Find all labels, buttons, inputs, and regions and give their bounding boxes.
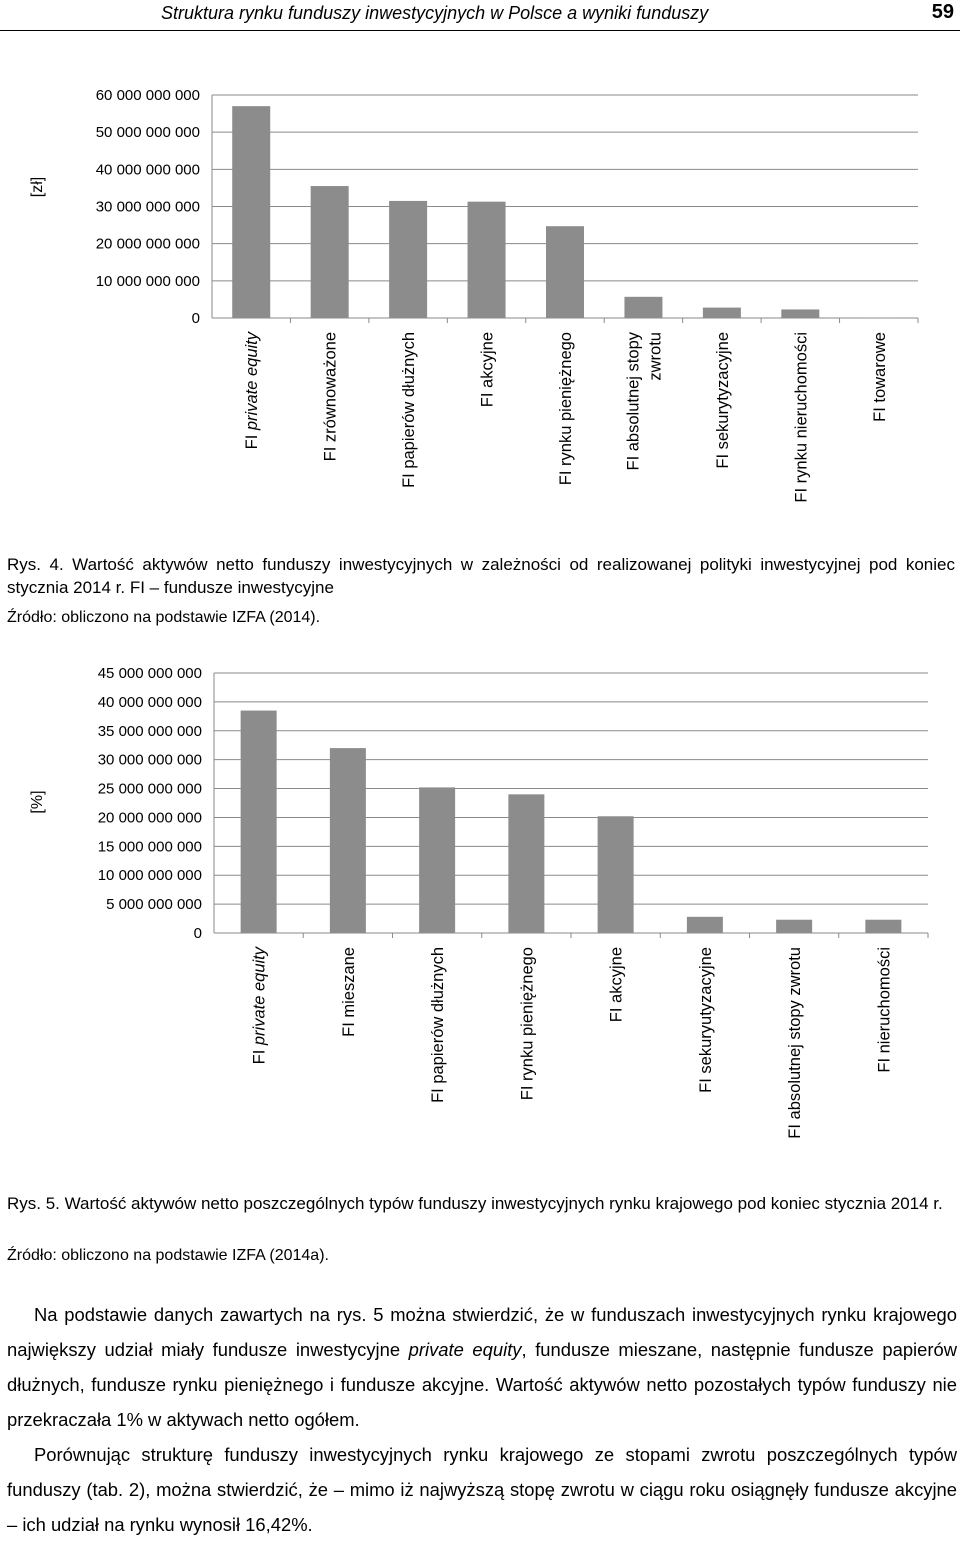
x-category-label: FI towarowe xyxy=(870,332,889,422)
bar xyxy=(687,917,723,933)
bar xyxy=(389,201,427,318)
bar xyxy=(241,711,277,933)
x-category-label: FI absolutnej stopy zwrotu xyxy=(786,947,805,1139)
x-category-label: FI papierów dłużnych xyxy=(429,947,448,1103)
y-axis-label: [zł] xyxy=(29,176,46,198)
y-tick-label: 20 000 000 000 xyxy=(97,809,202,827)
bar xyxy=(598,816,634,933)
bar xyxy=(311,186,349,318)
running-title: Struktura rynku funduszy inwestycyjnych w Polsce a wyniki funduszy xyxy=(161,3,709,23)
x-category-label: FI akcyjne xyxy=(478,332,497,408)
figure-5-source: Źródło: obliczono na podstawie IZFA (2014a). xyxy=(7,1247,329,1264)
figure-4-bar-chart xyxy=(0,80,960,530)
y-tick-label: 30 000 000 000 xyxy=(97,751,202,769)
paragraph-2-text: Porównując strukturę funduszy inwestycyjnych rynku krajowego ze stopami zwrotu poszczególnych typów funduszy (tab. 2), można stwierdzić, że – mimo iż najwyższą stopę zwrotu w ciągu roku osiągnęły fundusze akcyjne – ich udział na rynku wynosił 16,42%. xyxy=(7,1444,957,1535)
x-category-label: FI private equity xyxy=(250,947,269,1065)
bar xyxy=(419,787,455,933)
y-tick-label: 60 000 000 000 xyxy=(95,87,200,104)
paragraph-1-emphasis: private equity xyxy=(408,1339,522,1360)
y-tick-label: 25 000 000 000 xyxy=(97,780,202,798)
body-paragraph-1 xyxy=(7,1297,957,1437)
x-category-label: FI rynku pieniężnego xyxy=(557,332,575,486)
bar xyxy=(703,308,741,318)
y-tick-label: 5 000 000 000 xyxy=(106,896,202,914)
bar xyxy=(865,920,901,933)
x-category-label: FI akcyjne xyxy=(607,947,626,1023)
bar xyxy=(860,318,898,319)
x-category-label: FI rynku pieniężnego xyxy=(518,947,537,1101)
y-tick-label: 50 000 000 000 xyxy=(95,124,200,142)
bar xyxy=(624,297,662,318)
y-tick-label: 10 000 000 000 xyxy=(97,867,202,885)
x-category-label: FI papierów dłużnych xyxy=(400,332,419,488)
y-axis-label: [%] xyxy=(29,790,46,814)
x-category-label: FI sekuryutyzacyjne xyxy=(696,947,715,1093)
page-number: 59 xyxy=(931,1,954,23)
y-tick-label: 20 000 000 000 xyxy=(95,235,200,253)
bar xyxy=(776,920,812,933)
y-tick-label: 40 000 000 000 xyxy=(95,161,200,179)
bar xyxy=(330,748,366,933)
y-tick-label: 10 000 000 000 xyxy=(95,272,200,290)
y-tick-label: 0 xyxy=(191,310,200,327)
x-category-label: FI zrównoważone xyxy=(321,332,340,462)
bar xyxy=(232,106,270,318)
bar xyxy=(546,226,584,318)
x-category-label: FI absolutnej stopy xyxy=(624,332,643,471)
x-category-label: FI nieruchomości xyxy=(875,947,894,1073)
y-tick-label: 15 000 000 000 xyxy=(97,838,202,856)
y-tick-label: 0 xyxy=(193,925,202,942)
y-tick-label: 30 000 000 000 xyxy=(95,198,200,216)
x-category-label: zwrotu xyxy=(646,332,665,381)
body-paragraph-2 xyxy=(7,1437,957,1542)
bar xyxy=(781,309,819,318)
bar xyxy=(508,794,544,933)
figure-4-caption: Rys. 4. Wartość aktywów netto funduszy inwestycyjnych w zależności od realizowanej polityki inwestycyjnej pod koniec stycznia 2014 r. FI – fundusze inwestycyjne xyxy=(7,555,955,597)
paragraph-1-text-a: Na podstawie danych zawartych na rys. 5 można stwierdzić, że w funduszach inwestycyjnych rynku krajowego największy udział miały fundusze inwestycyjne xyxy=(7,1304,957,1360)
y-tick-label: 45 000 000 000 xyxy=(97,665,202,682)
x-category-label: FI sekurytyzacyjne xyxy=(713,332,732,469)
x-category-label: FI mieszane xyxy=(339,947,358,1037)
paragraph-1-text-b: , fundusze mieszane, następnie fundusze papierów dłużnych, fundusze rynku pieniężnego i fundusze akcyjne. Wartość aktywów netto pozostałych typów funduszy nie przekraczała 1% w aktywach netto ogółem. xyxy=(7,1339,957,1430)
figure-5-bar-chart xyxy=(0,660,960,1170)
figure-4-source: Źródło: obliczono na podstawie IZFA (2014). xyxy=(7,609,321,626)
figure-5-caption: Rys. 5. Wartość aktywów netto poszczególnych typów funduszy inwestycyjnych rynku krajowego pod koniec stycznia 2014 r. xyxy=(7,1194,943,1213)
x-category-label: FI rynku nieruchomości xyxy=(792,332,811,503)
x-category-label: FI private equity xyxy=(243,332,262,450)
y-tick-label: 40 000 000 000 xyxy=(97,693,202,711)
y-tick-label: 35 000 000 000 xyxy=(97,722,202,740)
running-header xyxy=(0,0,960,31)
bar xyxy=(468,202,506,318)
